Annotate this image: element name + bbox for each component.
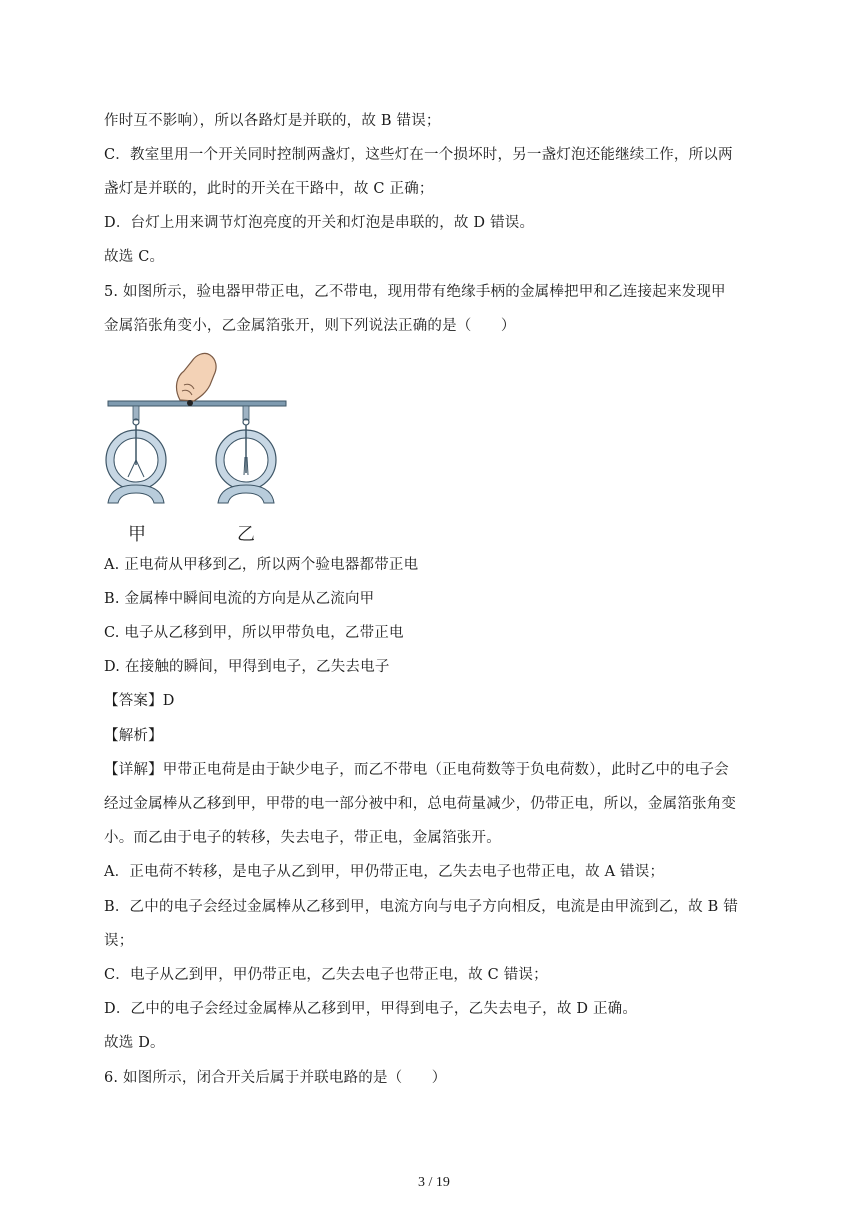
text-line: 故选 C。: [104, 249, 165, 265]
text-line: 盏灯是并联的，此时的开关在干路中，故 C 正确；: [104, 181, 434, 197]
hand-icon: [177, 353, 217, 406]
answer: 【答案】D: [104, 693, 175, 709]
question-5-line: 5. 如图所示，验电器甲带正电，乙不带电，现用带有绝缘手柄的金属棒把甲和乙连接起来发现甲: [104, 284, 726, 300]
option-a: A. 正电荷从甲移到乙，所以两个验电器都带正电: [104, 557, 419, 573]
electroscope-figure: [100, 345, 300, 545]
electroscope-illustration: [100, 345, 300, 545]
question-5-line: 金属箔张角变小，乙金属箔张开，则下列说法正确的是（ ）: [104, 318, 516, 334]
text-line: C．教室里用一个开关同时控制两盏灯，这些灯在一个损坏时，另一盏灯泡还能继续工作，所以两: [104, 147, 733, 163]
detail-line: D．乙中的电子会经过金属棒从乙移到甲，甲得到电子，乙失去电子，故 D 正确。: [104, 1001, 638, 1017]
label-jia: 甲: [128, 524, 146, 545]
label-yi: 乙: [237, 524, 255, 545]
detail-line: 【详解】甲带正电荷是由于缺少电子，而乙不带电（正电荷数等于负电荷数），此时乙中的电子会: [104, 762, 729, 778]
detail-line: 经过金属棒从乙移到甲，甲带的电一部分被中和，总电荷量减少，仍带正电，所以，金属箔张角变: [104, 796, 737, 812]
metal-rod: [108, 401, 286, 406]
electroscope-right: [216, 406, 276, 503]
detail-line: 小。而乙由于电子的转移，失去电子，带正电，金属箔张开。: [104, 830, 501, 846]
option-c: C. 电子从乙移到甲，所以甲带负电，乙带正电: [104, 625, 404, 641]
page-number: 3 / 19: [418, 1175, 450, 1190]
question-6-line: 6. 如图所示，闭合开关后属于并联电路的是（ ）: [104, 1070, 447, 1086]
detail-line: C．电子从乙到甲，甲仍带正电，乙失去电子也带正电，故 C 错误；: [104, 967, 548, 983]
analysis-heading: 【解析】: [104, 728, 163, 744]
electroscope-left: [106, 406, 166, 503]
detail-line: A．正电荷不转移，是电子从乙到甲，甲仍带正电，乙失去电子也带正电，故 A 错误；: [104, 864, 665, 880]
detail-line: B．乙中的电子会经过金属棒从乙移到甲，电流方向与电子方向相反，电流是由甲流到乙，故 B 错: [104, 899, 739, 915]
text-line: D．台灯上用来调节灯泡亮度的开关和灯泡是串联的，故 D 错误。: [104, 215, 535, 231]
option-b: B. 金属棒中瞬间电流的方向是从乙流向甲: [104, 591, 375, 607]
detail-line: 故选 D。: [104, 1035, 165, 1051]
text-line: 作时互不影响），所以各路灯是并联的，故 B 错误；: [104, 113, 441, 129]
detail-line: 误；: [104, 933, 134, 949]
option-d: D. 在接触的瞬间，甲得到电子，乙失去电子: [104, 659, 390, 675]
